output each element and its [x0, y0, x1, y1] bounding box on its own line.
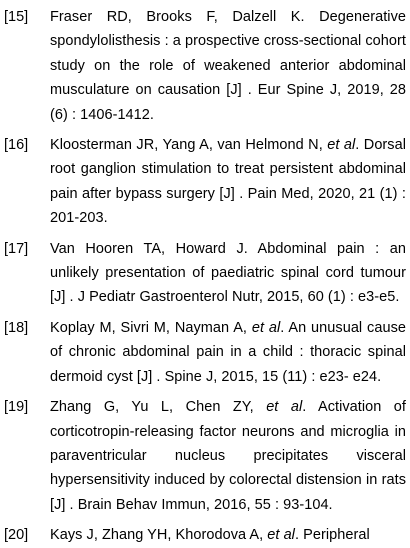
reference-title-source: . Peripheral — [294, 527, 370, 544]
reference-title-source: . Dorsal root ganglion stimulation to treat persistent abdominal pain after bypass surgery [J] . Pain Med, 2020, 21 (1) : 201-203. — [50, 137, 406, 227]
reference-number: [20] — [4, 527, 29, 544]
reference-item — [4, 523, 406, 547]
reference-item — [4, 133, 406, 231]
reference-authors-title: Van Hooren TA, Howard J. Abdominal pain : an unlikely presentation of paediatric spinal cord tumour [J] . J Pediatr Gastroenterol Nutr, 2015, 60 (1) : e3-e5. — [50, 240, 406, 306]
reference-title-source: . Activation of corticotropin-releasing factor neurons and microglia in paraventricular nucleus precipitates visceral hypersensitivity induced by colorectal distension in rats [J] . Brain Behav Immun, 2016, 55 : 93-104. — [50, 399, 406, 513]
reference-item — [4, 395, 406, 517]
reference-authors: Zhang G, Yu L, Chen ZY, — [50, 399, 267, 416]
reference-number: [19] — [4, 399, 29, 416]
reference-number: [16] — [4, 137, 29, 154]
et-al: et al — [267, 527, 295, 544]
reference-number: [15] — [4, 9, 29, 25]
reference-authors: Koplay M, Sivri M, Nayman A, — [50, 319, 252, 336]
reference-list — [4, 5, 406, 548]
reference-number: [18] — [4, 319, 29, 336]
reference-text — [50, 133, 406, 231]
reference-text — [50, 316, 406, 389]
reference-text — [50, 237, 406, 310]
reference-title-source: . An unusual cause of chronic abdominal pain in a child : thoracic spinal dermoid cyst [J] . Spine J, 2015, 15 (11) : e23- e24. — [50, 319, 406, 385]
reference-item — [4, 316, 406, 389]
reference-text — [50, 523, 406, 547]
reference-text — [50, 5, 406, 127]
reference-authors-title: Fraser RD, Brooks F, Dalzell K. Degenerative spondylolisthesis : a prospective cross-sectional cohort study on the role of weakened anterior abdominal musculature on causation [J] . Eur Spine J, 2019, 28 (6) : 1406-1412. — [50, 9, 406, 123]
reference-item — [4, 237, 406, 310]
et-al: et al — [327, 137, 356, 154]
reference-authors: Kays J, Zhang YH, Khorodova A, — [50, 527, 268, 544]
reference-item — [4, 5, 406, 127]
et-al: et al — [266, 399, 303, 416]
reference-text — [50, 395, 406, 517]
reference-authors: Kloosterman JR, Yang A, van Helmond N, — [50, 137, 328, 154]
et-al: et al — [251, 319, 281, 336]
reference-number: [17] — [4, 240, 29, 257]
